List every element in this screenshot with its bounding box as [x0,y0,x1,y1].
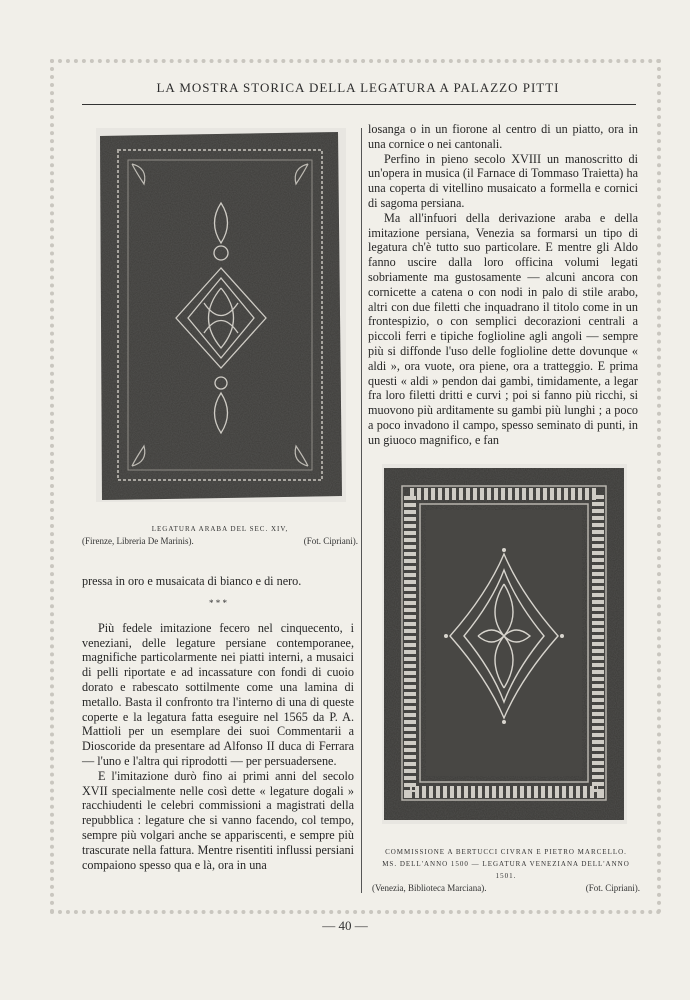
left-paragraph-3: E l'imitazione durò fino ai primi anni del secolo XVII specialmente nelle così dette « legature dogali » racchiudenti le celebri commissioni a magistrati della repubblica : legature che si vanno facendo, col tempo, sempre più volgari anche se appariscenti, e sempre più trascurate nella fattura. Mentre risentiti influssi persiani compaiono spesso qua e là, ora in una [82,768,354,872]
left-paragraph-1: pressa in oro e musaicata di bianco e di nero. [82,574,302,588]
running-header: LA MOSTRA STORICA DELLA LEGATURA A PALAZZO PITTI [156,80,560,95]
figure-arabic-binding [96,128,346,502]
figure-venetian-binding [382,464,627,824]
right-column [368,122,638,448]
figure1-credit: (Fot. Cipriani). [303,536,358,546]
header-rule [82,104,636,105]
page-number: — 40 — [322,918,368,933]
left-column [82,574,354,872]
figure1-location: (Firenze, Libreria De Marinis). [82,536,194,546]
left-paragraph-2: Più fedele imitazione fecero nel cinquecento, i veneziani, delle legature persiane contemporanee, magnifiche particolarmente nei piatti interni, a musaici di pelli riportate e ad incassature con fondi di cuoio dorato e rabescato sottilmente come una lamina di metallo. Basta il confronto tra l'interno di una di queste coperte e la legatura fatta eseguire nel 1565 da P. A. Mattioli per un esemplare dei suoi Commentarii a Dioscoride da presentare ad Alfonso II duca di Ferrara — l'uno e l'altra qui riprodotti — per persuadersene. [82,620,354,768]
figure2-credit: (Fot. Cipriani). [585,883,640,893]
section-separator: * * * [209,597,227,608]
right-paragraph-2: Perfino in pieno secolo XVIII un manoscritto di un'opera in musica (il Farnace di Tommaso Traietta) ha una coperta di vitellino musaicato a formella e cornici di sagoma persiana. [368,151,638,210]
figure1-title: LEGATURA ARABA DEL SEC. XIV, [151,525,289,533]
right-paragraph-3: Ma all'infuori della derivazione araba e della imitazione persiana, Venezia sa formarsi un tipo di legatura ch'è tutto suo particolare. E mentre gli Aldo fanno uscire dalla loro officina volumi legati sobriamente ma gustosamente — alcuni ancora con cornicette a catena o con nodi in palo di stile arabo, altri con due filetti che inquadrano il titolo come in un frontespizio, o con semplici decorazioni centrali a piccoli ferri e tipiche foglioline agli angoli — sempre più si diffonde l'uso delle foglioline dette dovunque « aldi », ora vuote, ora piene, ora a tratteggio. E prima questi « aldi » pendon dai gambi, timidamente, a legar fra loro filetti dritti e curvi ; poi si fanno più ricchi, si muovono più arditamente su gambi più lunghi ; a poco a poco invadono il campo, spesso seminato di punti, in un giuoco magnifico, e fan [368,210,638,447]
column-rule [361,128,362,893]
figure2-caption [372,846,640,894]
figure2-line1: COMMISSIONE A BERTUCCI CIVRAN E PIETRO MARCELLO. [385,848,627,856]
figure2-location: (Venezia, Biblioteca Marciana). [372,883,487,893]
figure1-caption [82,523,358,547]
figure2-line2: MS. DELL'ANNO 1500 — LEGATURA VENEZIANA DELL'ANNO 1501. [382,860,630,880]
right-paragraph-1: losanga o in un fiorone al centro di un piatto, ora in una cornice o nei cantonali. [368,122,638,151]
